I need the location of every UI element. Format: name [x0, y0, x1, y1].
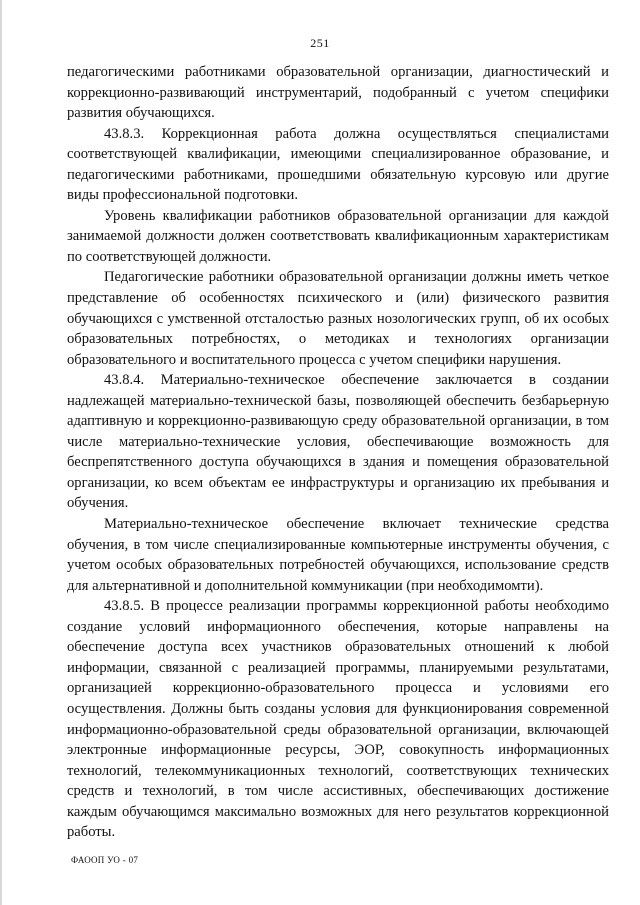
paragraph-43-8-4: 43.8.4. Материально-техническое обеспечение заключается в создании надлежащей материально-технической базы, позволяющей обеспечить безбарьерную адаптивную и коррекционно-развивающую среду образовательной организации, в том числе материально-технические условия, обеспечивающие возможность для беспрепятственного доступа обучающихся в здания и помещения образовательной организации, ко всем объектам ее инфраструктуры и организацию их пребывания и обучения.	[67, 372, 609, 512]
paragraph-43-8-3: 43.8.3. Коррекционная работа должна осуществляться специалистами соответствующей квалификации, имеющими специализированное образование, и педагогическими работниками, прошедшими обязательную курсовую или другие виды профессиональной подготовки.	[67, 125, 609, 204]
document-footer-code: ФАООП УО - 07	[71, 855, 139, 865]
paragraph-continuation: педагогическими работниками образовательной организации, диагностический и коррекционно-развивающий инструментарий, подобранный с учетом специфики развития обучающихся.	[67, 64, 609, 122]
scan-edge	[0, 0, 2, 905]
paragraph-teaching-staff: Педагогические работники образовательной организации должны иметь четкое представление об особенностях психического и (или) физического развития обучающихся с умственной отсталостью разных нозологических групп, об их особых образовательных потребностях, о методиках и технологиях организации образовательного и воспитательного процесса с учетом специфики нарушения.	[67, 269, 609, 368]
page-body	[67, 62, 609, 843]
page-number: 251	[310, 36, 330, 50]
paragraph-qualification-level: Уровень квалификации работников образовательной организации для каждой занимаемой должности должен соответствовать квалификационным характеристикам по соответствующей должности.	[67, 207, 609, 265]
paragraph-technical-support: Материально-техническое обеспечение включает технические средства обучения, в том числе специализированные компьютерные инструменты обучения, с учетом особых образовательных потребностей обучающихся, использование средств для альтернативной и дополнительной коммуникации (при необходимомти).	[67, 516, 609, 594]
paragraph-43-8-5: 43.8.5. В процессе реализации программы коррекционной работы необходимо создание условий информационного обеспечения, которые направлены на обеспечение доступа всех участников образовательных отношений к любой информации, связанной с реализацией программы, планируемыми результатами, организацией коррекционно-образовательного процесса и условиями его осуществления. Должны быть созданы условия для функционирования современной информационно-образовательной среды образовательной организации, включающей электронные информационные ресурсы, ЭОР, совокупность информационных технологий, телекоммуникационных технологий, соответствующих технических средств и технологий, в том числе ассистивных, обеспечивающих достижение каждым обучающимся максимально возможных для него результатов коррекционной работы.	[67, 598, 609, 841]
